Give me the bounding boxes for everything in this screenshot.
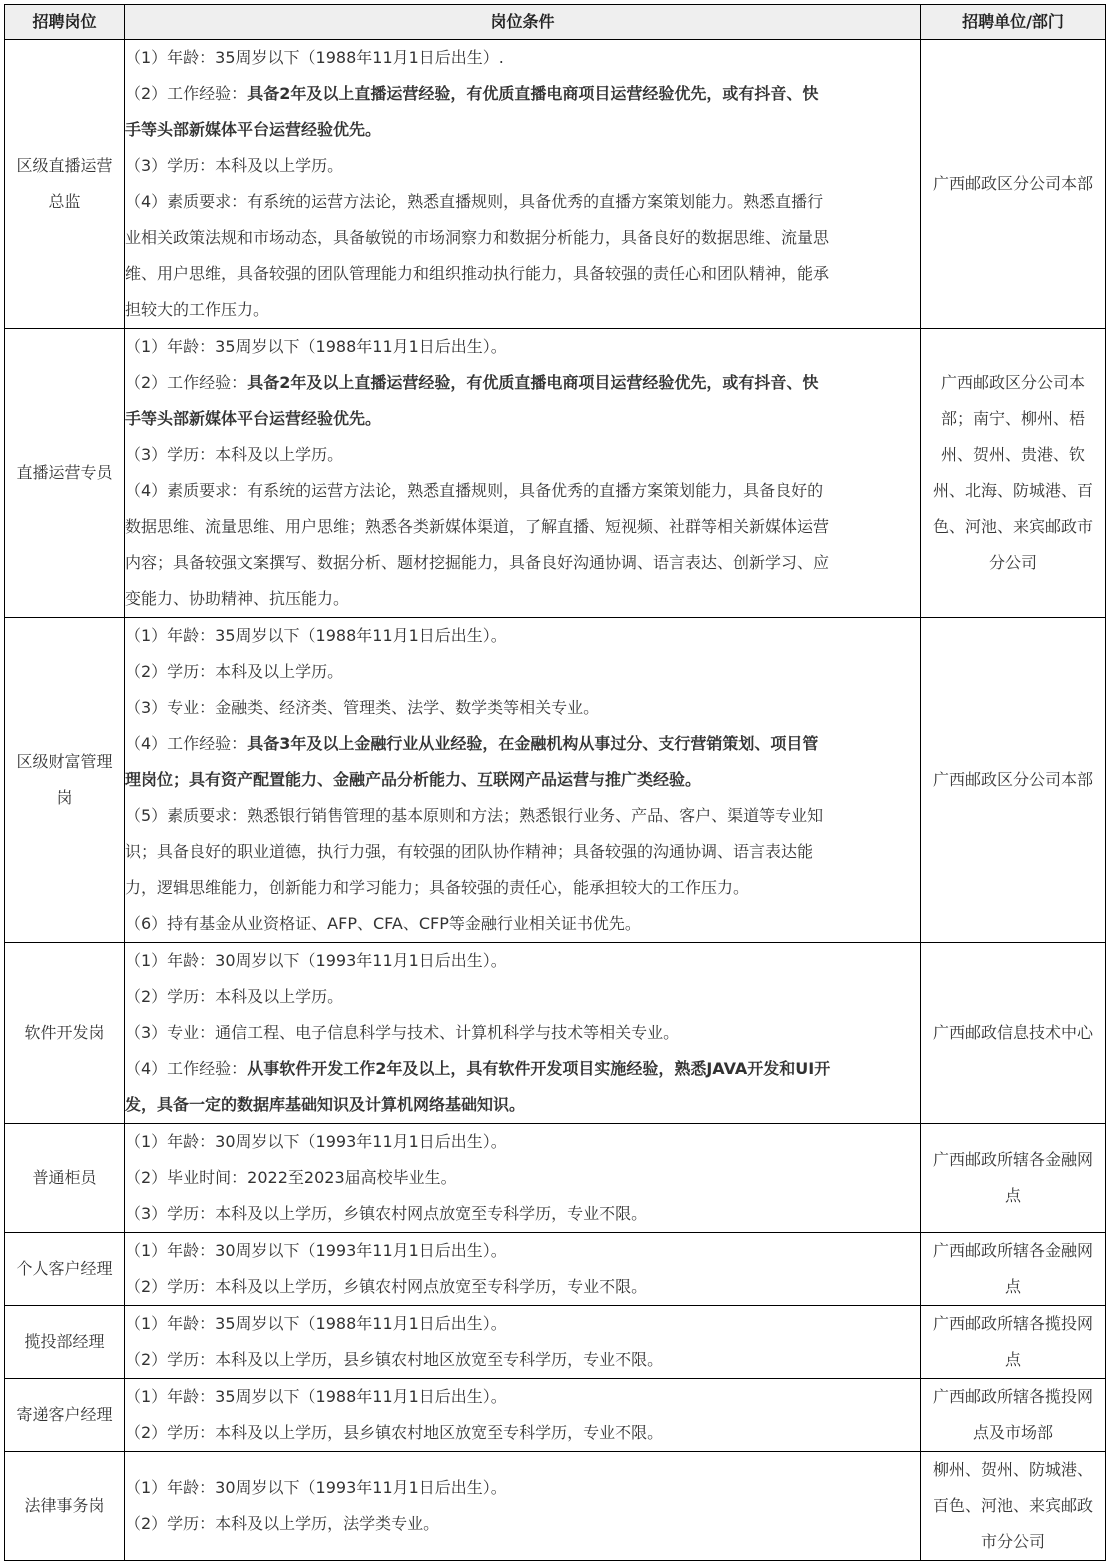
- table-row: [5, 943, 1106, 1124]
- condition-text-bold: 理岗位；具有资产配置能力、金融产品分析能力、互联网产品运营与推广类经验。: [125, 770, 702, 789]
- unit-cell: [921, 1306, 1106, 1379]
- condition-text: （1）年龄：35周岁以下（1988年11月1日后出生）。: [125, 626, 507, 645]
- condition-line: [125, 654, 920, 690]
- condition-text-bold: 发，具备一定的数据库基础知识及计算机网络基础知识。: [125, 1095, 526, 1114]
- condition-line: [125, 545, 920, 581]
- position-cell: [5, 40, 125, 329]
- condition-line: [125, 979, 920, 1015]
- condition-text: 力，逻辑思维能力，创新能力和学习能力；具备较强的责任心，能承担较大的工作压力。: [125, 878, 750, 897]
- conditions-cell: [125, 40, 921, 329]
- position-cell: [5, 1233, 125, 1306]
- condition-line: [125, 618, 920, 654]
- unit-name-line: 广西邮政区分公司本: [940, 373, 1085, 392]
- condition-line: [125, 256, 920, 292]
- condition-text: 业相关政策法规和市场动态，具备敏锐的市场洞察力和数据分析能力，具备良好的数据思维、流量思: [125, 228, 830, 247]
- unit-name-line: 广西邮政信息技术中心: [932, 1023, 1093, 1042]
- condition-line: [125, 943, 920, 979]
- conditions-cell: [125, 618, 921, 943]
- unit-cell: [921, 1233, 1106, 1306]
- header-unit: 招聘单位/部门: [921, 5, 1106, 40]
- condition-text: 维、用户思维，具备较强的团队管理能力和组织推动执行能力，具备较强的责任心和团队精神，能承: [125, 264, 830, 283]
- condition-text: （1）年龄：35周岁以下（1988年11月1日后出生）。: [125, 1314, 507, 1333]
- condition-text: （2）毕业时间：2022至2023届高校毕业生。: [125, 1168, 457, 1187]
- condition-text: （2）工作经验：: [125, 84, 248, 103]
- condition-line: [125, 798, 920, 834]
- condition-line: [125, 1342, 920, 1378]
- condition-text: 数据思维、流量思维、用户思维；熟悉各类新媒体渠道，了解直播、短视频、社群等相关新媒体运营: [125, 517, 830, 536]
- position-name-line: 寄递客户经理: [16, 1405, 113, 1424]
- unit-name-line: 州、北海、防城港、百: [932, 481, 1093, 500]
- table-header-row: [5, 5, 1106, 40]
- unit-name-line: 广西邮政所辖各金融网: [932, 1241, 1093, 1260]
- condition-text-bold: 手等头部新媒体平台运营经验优先。: [125, 409, 382, 428]
- condition-line: [125, 1233, 920, 1269]
- position-name-line: 区级财富管理: [16, 752, 113, 771]
- condition-text: （4）工作经验：: [125, 734, 248, 753]
- table-row: [5, 1306, 1106, 1379]
- condition-text-bold: 手等头部新媒体平台运营经验优先。: [125, 120, 382, 139]
- condition-text: （1）年龄：30周岁以下（1993年11月1日后出生）。: [125, 1132, 507, 1151]
- condition-line: [125, 1470, 920, 1506]
- unit-cell: [921, 1124, 1106, 1233]
- position-name-line: 法律事务岗: [24, 1496, 105, 1515]
- position-name-line: 揽投部经理: [24, 1332, 105, 1351]
- condition-line: [125, 1015, 920, 1051]
- position-name-line: 普通柜员: [32, 1168, 97, 1187]
- condition-text-bold: 具备2年及以上直播运营经验，有优质直播电商项目运营经验优先，或有抖音、快: [247, 84, 819, 103]
- table-row: [5, 1124, 1106, 1233]
- position-name-line: 直播运营专员: [16, 463, 113, 482]
- condition-line: [125, 1196, 920, 1232]
- condition-text: （2）学历：本科及以上学历。: [125, 987, 344, 1006]
- position-name-line: 软件开发岗: [24, 1023, 105, 1042]
- position-name-line: 个人客户经理: [16, 1259, 113, 1278]
- conditions-cell: [125, 1233, 921, 1306]
- condition-line: [125, 509, 920, 545]
- condition-line: [125, 834, 920, 870]
- position-name-line: 总监: [48, 192, 81, 211]
- unit-name-line: 柳州、贺州、防城港、: [932, 1460, 1093, 1479]
- unit-name-line: 广西邮政区分公司本部: [932, 174, 1093, 193]
- condition-line: [125, 40, 920, 76]
- condition-line: [125, 1051, 920, 1087]
- header-position: 招聘岗位: [5, 5, 125, 40]
- condition-text: （6）持有基金从业资格证、AFP、CFA、CFP等金融行业相关证书优先。: [125, 914, 641, 933]
- condition-text: （4）工作经验：: [125, 1059, 248, 1078]
- position-cell: [5, 943, 125, 1124]
- condition-text: （2）学历：本科及以上学历，法学类专业。: [125, 1514, 440, 1533]
- condition-line: [125, 329, 920, 365]
- unit-name-line: 市分公司: [980, 1532, 1045, 1551]
- unit-name-line: 广西邮政所辖各金融网: [932, 1150, 1093, 1169]
- unit-name-line: 点: [1004, 1277, 1021, 1296]
- table-row: [5, 1233, 1106, 1306]
- conditions-cell: [125, 943, 921, 1124]
- conditions-cell: [125, 329, 921, 618]
- unit-cell: [921, 329, 1106, 618]
- condition-text: （1）年龄：30周岁以下（1993年11月1日后出生）。: [125, 951, 507, 970]
- condition-text: 担较大的工作压力。: [125, 300, 270, 319]
- condition-line: [125, 365, 920, 401]
- condition-line: [125, 220, 920, 256]
- condition-text: （3）学历：本科及以上学历。: [125, 445, 344, 464]
- condition-text: （2）学历：本科及以上学历，县乡镇农村地区放宽至专科学历，专业不限。: [125, 1350, 664, 1369]
- condition-text: （1）年龄：30周岁以下（1993年11月1日后出生）。: [125, 1478, 507, 1497]
- condition-text: （1）年龄：35周岁以下（1988年11月1日后出生）。: [125, 337, 507, 356]
- unit-name-line: 广西邮政所辖各揽投网: [932, 1314, 1093, 1333]
- position-cell: [5, 1379, 125, 1452]
- condition-line: [125, 292, 920, 328]
- condition-line: [125, 1506, 920, 1542]
- condition-text: （3）专业：金融类、经济类、管理类、法学、数学类等相关专业。: [125, 698, 600, 717]
- table-row: [5, 40, 1106, 329]
- condition-line: [125, 870, 920, 906]
- position-name-line: 岗: [56, 788, 73, 807]
- condition-line: [125, 1124, 920, 1160]
- table-row: [5, 329, 1106, 618]
- condition-text: （4）素质要求：有系统的运营方法论，熟悉直播规则，具备优秀的直播方案策划能力。熟悉直播行: [125, 192, 824, 211]
- condition-line: [125, 1306, 920, 1342]
- condition-line: [125, 690, 920, 726]
- unit-name-line: 广西邮政所辖各揽投网: [932, 1387, 1093, 1406]
- unit-name-line: 州、贺州、贵港、钦: [940, 445, 1085, 464]
- position-cell: [5, 618, 125, 943]
- condition-text: 变能力、协助精神、抗压能力。: [125, 589, 350, 608]
- condition-line: [125, 473, 920, 509]
- condition-line: [125, 906, 920, 942]
- position-cell: [5, 1124, 125, 1233]
- condition-text: （3）学历：本科及以上学历，乡镇农村网点放宽至专科学历，专业不限。: [125, 1204, 648, 1223]
- condition-text: （1）年龄：35周岁以下（1988年11月1日后出生）.: [125, 48, 504, 67]
- condition-line: [125, 762, 920, 798]
- condition-text: （5）素质要求：熟悉银行销售管理的基本原则和方法；熟悉银行业务、产品、客户、渠道等专业知: [125, 806, 824, 825]
- conditions-cell: [125, 1124, 921, 1233]
- unit-name-line: 分公司: [988, 553, 1037, 572]
- table-row: [5, 1379, 1106, 1452]
- position-name-line: 区级直播运营: [16, 156, 113, 175]
- position-cell: [5, 329, 125, 618]
- recruitment-table: [4, 4, 1106, 1561]
- condition-text: 识；具备良好的职业道德，执行力强，有较强的团队协作精神；具备较强的沟通协调、语言表达能: [125, 842, 814, 861]
- unit-name-line: 色、河池、来宾邮政市: [932, 517, 1093, 536]
- condition-text: （3）专业：通信工程、电子信息科学与技术、计算机科学与技术等相关专业。: [125, 1023, 680, 1042]
- condition-text: （2）学历：本科及以上学历，县乡镇农村地区放宽至专科学历，专业不限。: [125, 1423, 664, 1442]
- condition-line: [125, 112, 920, 148]
- unit-cell: [921, 40, 1106, 329]
- condition-text: （1）年龄：30周岁以下（1993年11月1日后出生）。: [125, 1241, 507, 1260]
- unit-cell: [921, 1452, 1106, 1561]
- condition-text: （3）学历：本科及以上学历。: [125, 156, 344, 175]
- condition-text: （4）素质要求：有系统的运营方法论，熟悉直播规则，具备优秀的直播方案策划能力，具备良好的: [125, 481, 824, 500]
- unit-cell: [921, 618, 1106, 943]
- condition-line: [125, 726, 920, 762]
- conditions-cell: [125, 1379, 921, 1452]
- condition-text-bold: 从事软件开发工作2年及以上，具有软件开发项目实施经验，熟悉JAVA开发和UI开: [247, 1059, 831, 1078]
- unit-name-line: 点及市场部: [972, 1423, 1053, 1442]
- condition-line: [125, 184, 920, 220]
- unit-cell: [921, 1379, 1106, 1452]
- position-cell: [5, 1306, 125, 1379]
- condition-text-bold: 具备2年及以上直播运营经验，有优质直播电商项目运营经验优先，或有抖音、快: [247, 373, 819, 392]
- condition-line: [125, 1160, 920, 1196]
- unit-name-line: 广西邮政区分公司本部: [932, 770, 1093, 789]
- condition-text-bold: 具备3年及以上金融行业从业经验，在金融机构从事过分、支行营销策划、项目管: [247, 734, 819, 753]
- condition-line: [125, 581, 920, 617]
- condition-text: （2）工作经验：: [125, 373, 248, 392]
- unit-name-line: 部；南宁、柳州、梧: [940, 409, 1085, 428]
- condition-line: [125, 1269, 920, 1305]
- table-row: [5, 1452, 1106, 1561]
- unit-name-line: 点: [1004, 1350, 1021, 1369]
- condition-text: （2）学历：本科及以上学历。: [125, 662, 344, 681]
- header-conditions: 岗位条件: [125, 5, 921, 40]
- condition-line: [125, 1415, 920, 1451]
- conditions-cell: [125, 1452, 921, 1561]
- condition-text: （1）年龄：35周岁以下（1988年11月1日后出生）。: [125, 1387, 507, 1406]
- condition-text: （2）学历：本科及以上学历，乡镇农村网点放宽至专科学历，专业不限。: [125, 1277, 648, 1296]
- table-row: [5, 618, 1106, 943]
- condition-line: [125, 148, 920, 184]
- unit-cell: [921, 943, 1106, 1124]
- position-cell: [5, 1452, 125, 1561]
- condition-line: [125, 76, 920, 112]
- condition-text: 内容；具备较强文案撰写、数据分析、题材挖掘能力，具备良好沟通协调、语言表达、创新学习、应: [125, 553, 830, 572]
- table-body: [5, 40, 1106, 1561]
- conditions-cell: [125, 1306, 921, 1379]
- condition-line: [125, 437, 920, 473]
- unit-name-line: 点: [1004, 1186, 1021, 1205]
- condition-line: [125, 1087, 920, 1123]
- unit-name-line: 百色、河池、来宾邮政: [932, 1496, 1093, 1515]
- condition-line: [125, 401, 920, 437]
- condition-line: [125, 1379, 920, 1415]
